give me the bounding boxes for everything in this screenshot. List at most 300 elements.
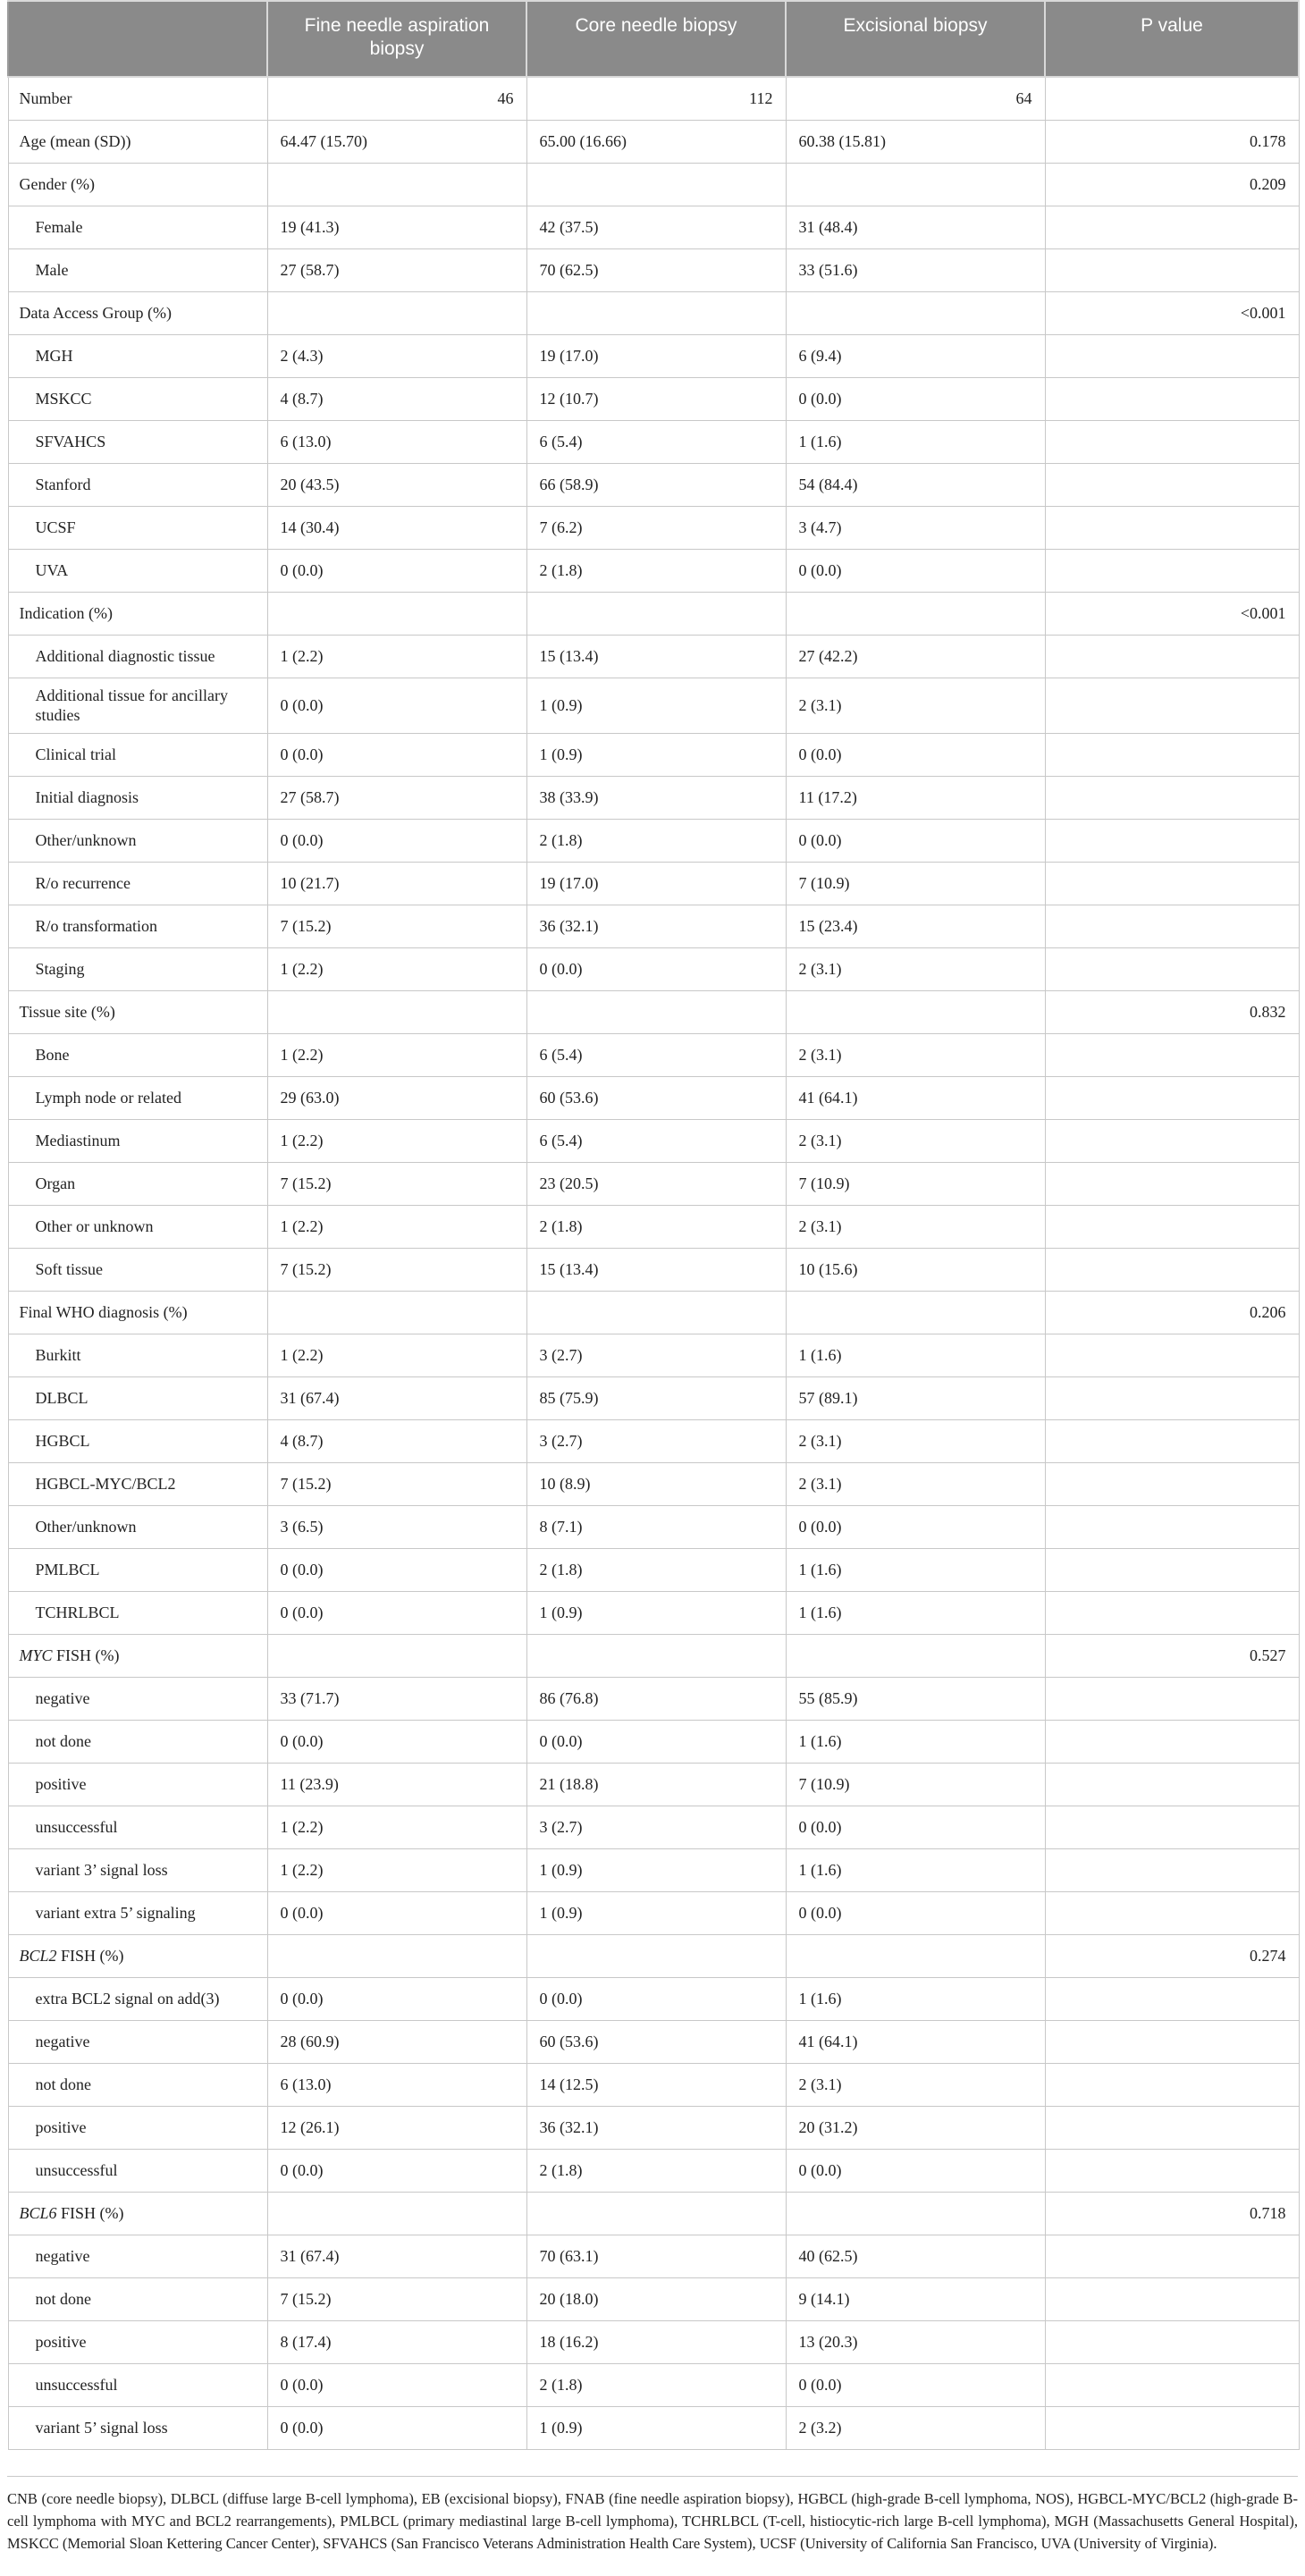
value-cell: 8 (17.4) (267, 2320, 526, 2363)
row-label: R/o transformation (8, 905, 267, 947)
value-cell: 1 (1.6) (786, 1334, 1045, 1376)
table-row (8, 1462, 1299, 1505)
table-row (8, 1076, 1299, 1119)
p-value-cell (1045, 2235, 1299, 2277)
value-cell: 2 (1.8) (526, 819, 786, 862)
p-value-cell (1045, 549, 1299, 592)
value-cell (267, 990, 526, 1033)
p-value-cell (1045, 1763, 1299, 1806)
p-value-cell (1045, 1548, 1299, 1591)
p-value-cell (1045, 1977, 1299, 2020)
table-row (8, 592, 1299, 635)
p-value-cell (1045, 463, 1299, 506)
p-value-cell (1045, 1033, 1299, 1076)
value-cell: 0 (0.0) (267, 733, 526, 776)
p-value-cell (1045, 1334, 1299, 1376)
value-cell: 13 (20.3) (786, 2320, 1045, 2363)
value-cell: 8 (7.1) (526, 1505, 786, 1548)
value-cell: 85 (75.9) (526, 1376, 786, 1419)
table-row (8, 1119, 1299, 1162)
value-cell: 29 (63.0) (267, 1076, 526, 1119)
value-cell: 7 (10.9) (786, 862, 1045, 905)
value-cell: 1 (0.9) (526, 1891, 786, 1934)
value-cell: 6 (13.0) (267, 420, 526, 463)
row-label: negative (8, 2235, 267, 2277)
value-cell: 2 (1.8) (526, 1205, 786, 1248)
value-cell: 36 (32.1) (526, 2106, 786, 2149)
table-container (7, 0, 1298, 2450)
p-value-cell (1045, 2149, 1299, 2192)
table-row (8, 1334, 1299, 1376)
p-value-cell (1045, 420, 1299, 463)
value-cell (786, 1634, 1045, 1677)
value-cell: 2 (3.1) (786, 947, 1045, 990)
value-cell: 0 (0.0) (786, 1806, 1045, 1848)
value-cell: 2 (3.1) (786, 678, 1045, 733)
value-cell: 7 (15.2) (267, 1248, 526, 1291)
value-cell: 0 (0.0) (786, 733, 1045, 776)
p-value-cell: <0.001 (1045, 592, 1299, 635)
table-row (8, 2277, 1299, 2320)
row-label: MGH (8, 334, 267, 377)
p-value-cell (1045, 1720, 1299, 1763)
row-label: SFVAHCS (8, 420, 267, 463)
row-label: Tissue site (%) (8, 990, 267, 1033)
value-cell: 0 (0.0) (786, 1891, 1045, 1934)
value-cell (786, 2192, 1045, 2235)
value-cell: 0 (0.0) (267, 1548, 526, 1591)
row-label: Mediastinum (8, 1119, 267, 1162)
table-row (8, 1677, 1299, 1720)
row-label: Gender (%) (8, 163, 267, 206)
value-cell: 0 (0.0) (786, 1505, 1045, 1548)
value-cell: 31 (67.4) (267, 2235, 526, 2277)
value-cell: 33 (71.7) (267, 1677, 526, 1720)
p-value-cell: 0.718 (1045, 2192, 1299, 2235)
row-label: positive (8, 1763, 267, 1806)
table-row (8, 2320, 1299, 2363)
table-row (8, 2406, 1299, 2449)
p-value-cell (1045, 1076, 1299, 1119)
value-cell: 0 (0.0) (267, 549, 526, 592)
row-label: Age (mean (SD)) (8, 120, 267, 163)
value-cell: 0 (0.0) (267, 2149, 526, 2192)
value-cell: 1 (2.2) (267, 1806, 526, 1848)
value-cell: 31 (67.4) (267, 1376, 526, 1419)
value-cell: 40 (62.5) (786, 2235, 1045, 2277)
table-row (8, 377, 1299, 420)
value-cell: 19 (41.3) (267, 206, 526, 248)
value-cell: 0 (0.0) (267, 678, 526, 733)
row-label: extra BCL2 signal on add(3) (8, 1977, 267, 2020)
table-row (8, 1720, 1299, 1763)
table-row (8, 635, 1299, 678)
table-row (8, 1591, 1299, 1634)
row-label: R/o recurrence (8, 862, 267, 905)
row-label: Clinical trial (8, 733, 267, 776)
row-label: Additional diagnostic tissue (8, 635, 267, 678)
table-row (8, 248, 1299, 291)
value-cell: 1 (2.2) (267, 947, 526, 990)
value-cell: 70 (63.1) (526, 2235, 786, 2277)
value-cell: 2 (3.2) (786, 2406, 1045, 2449)
value-cell: 19 (17.0) (526, 862, 786, 905)
p-value-cell (1045, 635, 1299, 678)
row-label: Data Access Group (%) (8, 291, 267, 334)
value-cell: 0 (0.0) (526, 947, 786, 990)
table-row (8, 1891, 1299, 1934)
value-cell (526, 1934, 786, 1977)
row-label: not done (8, 1720, 267, 1763)
value-cell (786, 163, 1045, 206)
value-cell: 1 (1.6) (786, 1977, 1045, 2020)
value-cell: 14 (30.4) (267, 506, 526, 549)
p-value-cell (1045, 77, 1299, 120)
value-cell (526, 1634, 786, 1677)
row-label: Organ (8, 1162, 267, 1205)
value-cell (267, 163, 526, 206)
header-cnb: Core needle biopsy (526, 1, 786, 77)
value-cell: 1 (0.9) (526, 678, 786, 733)
value-cell: 11 (23.9) (267, 1763, 526, 1806)
value-cell: 1 (0.9) (526, 1848, 786, 1891)
p-value-cell (1045, 2406, 1299, 2449)
value-cell: 0 (0.0) (786, 549, 1045, 592)
value-cell: 28 (60.9) (267, 2020, 526, 2063)
value-cell: 66 (58.9) (526, 463, 786, 506)
table-row (8, 1763, 1299, 1806)
table-row (8, 1806, 1299, 1848)
row-label-suffix: FISH (%) (56, 1947, 124, 1965)
table-row (8, 678, 1299, 733)
row-label (8, 1934, 267, 1977)
value-cell: 18 (16.2) (526, 2320, 786, 2363)
row-label: PMLBCL (8, 1548, 267, 1591)
value-cell: 27 (58.7) (267, 776, 526, 819)
p-value-cell (1045, 248, 1299, 291)
value-cell: 1 (1.6) (786, 1720, 1045, 1763)
row-label: MSKCC (8, 377, 267, 420)
p-value-cell (1045, 1162, 1299, 1205)
value-cell: 10 (15.6) (786, 1248, 1045, 1291)
table-row (8, 990, 1299, 1033)
value-cell: 1 (1.6) (786, 1591, 1045, 1634)
table-footnote: CNB (core needle biopsy), DLBCL (diffuse large B-cell lymphoma), EB (excisional biopsy), FNAB (fine needle aspiration biopsy), HGBCL (high-grade B-cell lymphoma, NOS), HGBCL-MYC/BCL2 (high-grade B-cell lymphoma with MYC and BCL2 rearrangements), PMLBCL (primary mediastinal large B-cell lymphoma), TCHRLBCL (T-cell, histiocytic-rich large B-cell lymphoma), MGH (Massachusetts General Hospital), MSKCC (Memorial Sloan Kettering Cancer Center), SFVAHCS (San Francisco Veterans Administration Health Care System), UCSF (University of California San Francisco, UVA (University of Virginia). (7, 2476, 1298, 2555)
row-label: Number (8, 77, 267, 120)
value-cell: 2 (3.1) (786, 1462, 1045, 1505)
value-cell: 54 (84.4) (786, 463, 1045, 506)
row-label-suffix: FISH (%) (52, 1646, 120, 1664)
table-body (8, 77, 1299, 2449)
table-row (8, 506, 1299, 549)
p-value-cell (1045, 377, 1299, 420)
value-cell: 86 (76.8) (526, 1677, 786, 1720)
value-cell: 0 (0.0) (267, 1720, 526, 1763)
table-row (8, 206, 1299, 248)
table-row (8, 463, 1299, 506)
row-label: Final WHO diagnosis (%) (8, 1291, 267, 1334)
p-value-cell: 0.274 (1045, 1934, 1299, 1977)
value-cell (526, 1291, 786, 1334)
value-cell: 1 (2.2) (267, 635, 526, 678)
value-cell: 0 (0.0) (267, 2406, 526, 2449)
p-value-cell (1045, 1677, 1299, 1720)
value-cell: 7 (10.9) (786, 1162, 1045, 1205)
value-cell: 0 (0.0) (267, 2363, 526, 2406)
row-label: HGBCL (8, 1419, 267, 1462)
p-value-cell (1045, 2106, 1299, 2149)
p-value-cell (1045, 2063, 1299, 2106)
table-row (8, 2192, 1299, 2235)
gene-name: MYC (19, 1646, 53, 1664)
value-cell: 27 (42.2) (786, 635, 1045, 678)
row-label: not done (8, 2063, 267, 2106)
value-cell: 12 (10.7) (526, 377, 786, 420)
value-cell: 36 (32.1) (526, 905, 786, 947)
value-cell (786, 291, 1045, 334)
row-label: DLBCL (8, 1376, 267, 1419)
value-cell: 1 (2.2) (267, 1334, 526, 1376)
row-label: UVA (8, 549, 267, 592)
value-cell: 15 (13.4) (526, 1248, 786, 1291)
table-row (8, 2235, 1299, 2277)
p-value-cell: 0.527 (1045, 1634, 1299, 1677)
table-row (8, 1934, 1299, 1977)
table-row (8, 1419, 1299, 1462)
p-value-cell (1045, 2363, 1299, 2406)
value-cell: 2 (1.8) (526, 549, 786, 592)
row-label: Initial diagnosis (8, 776, 267, 819)
value-cell: 0 (0.0) (786, 377, 1045, 420)
value-cell: 1 (2.2) (267, 1205, 526, 1248)
value-cell (267, 592, 526, 635)
row-label: Additional tissue for ancillary studies (8, 678, 267, 733)
p-value-cell (1045, 678, 1299, 733)
value-cell: 2 (3.1) (786, 1119, 1045, 1162)
value-cell (526, 990, 786, 1033)
header-fnab: Fine needle aspiration biopsy (267, 1, 526, 77)
value-cell: 6 (5.4) (526, 1033, 786, 1076)
row-label: Indication (%) (8, 592, 267, 635)
p-value-cell (1045, 506, 1299, 549)
value-cell: 23 (20.5) (526, 1162, 786, 1205)
value-cell: 1 (1.6) (786, 1548, 1045, 1591)
value-cell: 2 (4.3) (267, 334, 526, 377)
value-cell (786, 1291, 1045, 1334)
table-row (8, 2063, 1299, 2106)
value-cell: 1 (2.2) (267, 1033, 526, 1076)
value-cell: 19 (17.0) (526, 334, 786, 377)
p-value-cell: 0.209 (1045, 163, 1299, 206)
value-cell (526, 592, 786, 635)
p-value-cell (1045, 2020, 1299, 2063)
table-row (8, 819, 1299, 862)
value-cell: 7 (6.2) (526, 506, 786, 549)
value-cell (526, 163, 786, 206)
value-cell: 55 (85.9) (786, 1677, 1045, 1720)
row-label: Other/unknown (8, 1505, 267, 1548)
row-label-suffix: FISH (%) (56, 2204, 124, 2222)
value-cell: 70 (62.5) (526, 248, 786, 291)
p-value-cell (1045, 1205, 1299, 1248)
table-row (8, 2149, 1299, 2192)
value-cell: 1 (2.2) (267, 1848, 526, 1891)
table-row (8, 1248, 1299, 1291)
value-cell: 12 (26.1) (267, 2106, 526, 2149)
table-row (8, 1634, 1299, 1677)
p-value-cell (1045, 776, 1299, 819)
value-cell: 41 (64.1) (786, 2020, 1045, 2063)
p-value-cell (1045, 819, 1299, 862)
value-cell: 15 (23.4) (786, 905, 1045, 947)
table-row (8, 2363, 1299, 2406)
value-cell: 2 (1.8) (526, 2149, 786, 2192)
table-header-row (8, 1, 1299, 77)
p-value-cell (1045, 1891, 1299, 1934)
value-cell (267, 291, 526, 334)
row-label: Staging (8, 947, 267, 990)
table-row (8, 1291, 1299, 1334)
value-cell: 33 (51.6) (786, 248, 1045, 291)
value-cell: 6 (9.4) (786, 334, 1045, 377)
value-cell: 7 (15.2) (267, 1462, 526, 1505)
value-cell: 0 (0.0) (267, 1591, 526, 1634)
value-cell: 14 (12.5) (526, 2063, 786, 2106)
value-cell: 7 (15.2) (267, 1162, 526, 1205)
value-cell: 1 (1.6) (786, 1848, 1045, 1891)
value-cell: 41 (64.1) (786, 1076, 1045, 1119)
row-label: Male (8, 248, 267, 291)
row-label: variant extra 5’ signaling (8, 1891, 267, 1934)
row-label: positive (8, 2106, 267, 2149)
value-cell: 6 (5.4) (526, 420, 786, 463)
value-cell: 7 (15.2) (267, 905, 526, 947)
table-row (8, 1548, 1299, 1591)
table-row (8, 549, 1299, 592)
value-cell (267, 1934, 526, 1977)
value-cell: 6 (5.4) (526, 1119, 786, 1162)
table-row (8, 77, 1299, 120)
header-eb: Excisional biopsy (786, 1, 1045, 77)
p-value-cell (1045, 2320, 1299, 2363)
table-row (8, 1205, 1299, 1248)
table-row (8, 862, 1299, 905)
value-cell: 2 (3.1) (786, 1033, 1045, 1076)
row-label: unsuccessful (8, 1806, 267, 1848)
value-cell: 65.00 (16.66) (526, 120, 786, 163)
value-cell: 60.38 (15.81) (786, 120, 1045, 163)
p-value-cell: 0.206 (1045, 1291, 1299, 1334)
table-row (8, 947, 1299, 990)
value-cell (267, 2192, 526, 2235)
table-row (8, 163, 1299, 206)
p-value-cell (1045, 1119, 1299, 1162)
value-cell: 42 (37.5) (526, 206, 786, 248)
p-value-cell: 0.178 (1045, 120, 1299, 163)
row-label: Other/unknown (8, 819, 267, 862)
row-label: Burkitt (8, 1334, 267, 1376)
value-cell: 2 (1.8) (526, 1548, 786, 1591)
value-cell: 0 (0.0) (267, 1891, 526, 1934)
value-cell: 10 (21.7) (267, 862, 526, 905)
table-row (8, 905, 1299, 947)
table-row (8, 1977, 1299, 2020)
table-row (8, 334, 1299, 377)
value-cell: 64 (786, 77, 1045, 120)
gene-name: BCL2 (19, 1947, 57, 1965)
value-cell: 38 (33.9) (526, 776, 786, 819)
value-cell: 21 (18.8) (526, 1763, 786, 1806)
value-cell: 6 (13.0) (267, 2063, 526, 2106)
p-value-cell (1045, 1376, 1299, 1419)
row-label: variant 5’ signal loss (8, 2406, 267, 2449)
row-label (8, 2192, 267, 2235)
value-cell: 15 (13.4) (526, 635, 786, 678)
p-value-cell (1045, 206, 1299, 248)
value-cell: 20 (18.0) (526, 2277, 786, 2320)
p-value-cell (1045, 733, 1299, 776)
value-cell: 20 (31.2) (786, 2106, 1045, 2149)
value-cell: 2 (3.1) (786, 1205, 1045, 1248)
row-label: Female (8, 206, 267, 248)
value-cell: 1 (0.9) (526, 1591, 786, 1634)
p-value-cell (1045, 862, 1299, 905)
value-cell: 1 (1.6) (786, 420, 1045, 463)
value-cell: 0 (0.0) (267, 819, 526, 862)
value-cell: 0 (0.0) (526, 1720, 786, 1763)
value-cell: 31 (48.4) (786, 206, 1045, 248)
p-value-cell (1045, 1806, 1299, 1848)
value-cell (267, 1291, 526, 1334)
p-value-cell: 0.832 (1045, 990, 1299, 1033)
value-cell: 3 (6.5) (267, 1505, 526, 1548)
value-cell: 27 (58.7) (267, 248, 526, 291)
row-label: negative (8, 2020, 267, 2063)
row-label: negative (8, 1677, 267, 1720)
value-cell: 1 (0.9) (526, 733, 786, 776)
characteristics-table (7, 0, 1300, 2450)
value-cell: 7 (10.9) (786, 1763, 1045, 1806)
p-value-cell (1045, 1248, 1299, 1291)
row-label: Other or unknown (8, 1205, 267, 1248)
value-cell: 1 (2.2) (267, 1119, 526, 1162)
row-label: Bone (8, 1033, 267, 1076)
value-cell (786, 1934, 1045, 1977)
table-row (8, 420, 1299, 463)
value-cell (786, 592, 1045, 635)
table-row (8, 120, 1299, 163)
value-cell: 7 (15.2) (267, 2277, 526, 2320)
value-cell: 20 (43.5) (267, 463, 526, 506)
value-cell: 46 (267, 77, 526, 120)
value-cell: 2 (3.1) (786, 1419, 1045, 1462)
value-cell: 64.47 (15.70) (267, 120, 526, 163)
p-value-cell (1045, 1591, 1299, 1634)
value-cell: 3 (2.7) (526, 1419, 786, 1462)
value-cell: 4 (8.7) (267, 377, 526, 420)
row-label: Stanford (8, 463, 267, 506)
row-label: positive (8, 2320, 267, 2363)
p-value-cell: <0.001 (1045, 291, 1299, 334)
value-cell (267, 1634, 526, 1677)
row-label: unsuccessful (8, 2363, 267, 2406)
table-row (8, 1376, 1299, 1419)
value-cell: 112 (526, 77, 786, 120)
value-cell: 9 (14.1) (786, 2277, 1045, 2320)
p-value-cell (1045, 947, 1299, 990)
value-cell (526, 291, 786, 334)
value-cell: 0 (0.0) (786, 2149, 1045, 2192)
